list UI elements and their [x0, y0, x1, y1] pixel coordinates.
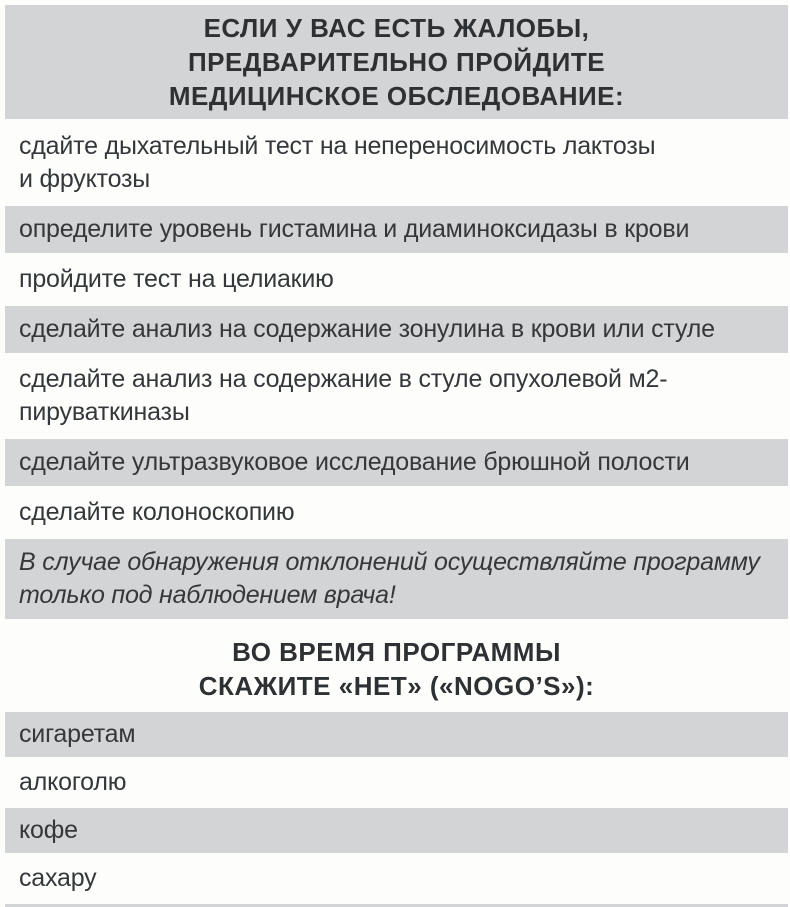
section1-checklist: [5, 123, 788, 622]
section2-title: [5, 622, 788, 709]
list-item-text: кофе: [19, 816, 78, 844]
list-item-text: сдайте дыхательный тест на непереносимость лактозы и фруктозы: [19, 132, 656, 193]
list-item-text: сахару: [19, 864, 97, 892]
list-item-text: алкоголю: [19, 768, 127, 796]
list-item-text: сделайте анализ на содержание зонулина в крови или стуле: [19, 315, 715, 343]
list-item: [5, 356, 788, 436]
list-item-text: сделайте колоноскопию: [19, 498, 295, 526]
list-item: [5, 808, 788, 853]
section1-title-line-1: ЕСЛИ У ВАС ЕСТЬ ЖАЛОБЫ,: [203, 13, 590, 43]
list-item: [5, 123, 788, 203]
list-item: [5, 856, 788, 901]
doctor-supervision-note: [5, 539, 788, 619]
section2-title-line-2: СКАЖИТЕ «НЕТ» («NOGO’S»):: [198, 671, 595, 701]
list-item: [5, 712, 788, 757]
section1-title-line-2: ПРЕДВАРИТЕЛЬНО ПРОЙДИТЕ: [187, 47, 606, 77]
list-item-text: определите уровень гистамина и диаминоксидазы в крови: [19, 215, 690, 243]
list-item: [5, 206, 788, 253]
section1-title: [5, 5, 788, 119]
list-item-text: сделайте ультразвуковое исследование брюшной полости: [19, 448, 690, 476]
list-item-text: В случае обнаружения отклонений осуществляйте программу только под наблюдением врача!: [19, 548, 760, 609]
list-item-text: пройдите тест на целиакию: [19, 265, 334, 293]
section2-checklist: [5, 712, 788, 904]
list-item: [5, 256, 788, 303]
section1-title-line-3: МЕДИЦИНСКОЕ ОБСЛЕДОВАНИЕ:: [168, 81, 625, 111]
section2-title-line-1: ВО ВРЕМЯ ПРОГРАММЫ: [232, 637, 561, 667]
list-item: [5, 439, 788, 486]
list-item-text: сигаретам: [19, 720, 136, 748]
list-item-text: сделайте анализ на содержание в стуле опухолевой м2- пируваткиназы: [19, 365, 668, 426]
list-item: [5, 306, 788, 353]
list-item: [5, 489, 788, 536]
list-item: [5, 760, 788, 805]
